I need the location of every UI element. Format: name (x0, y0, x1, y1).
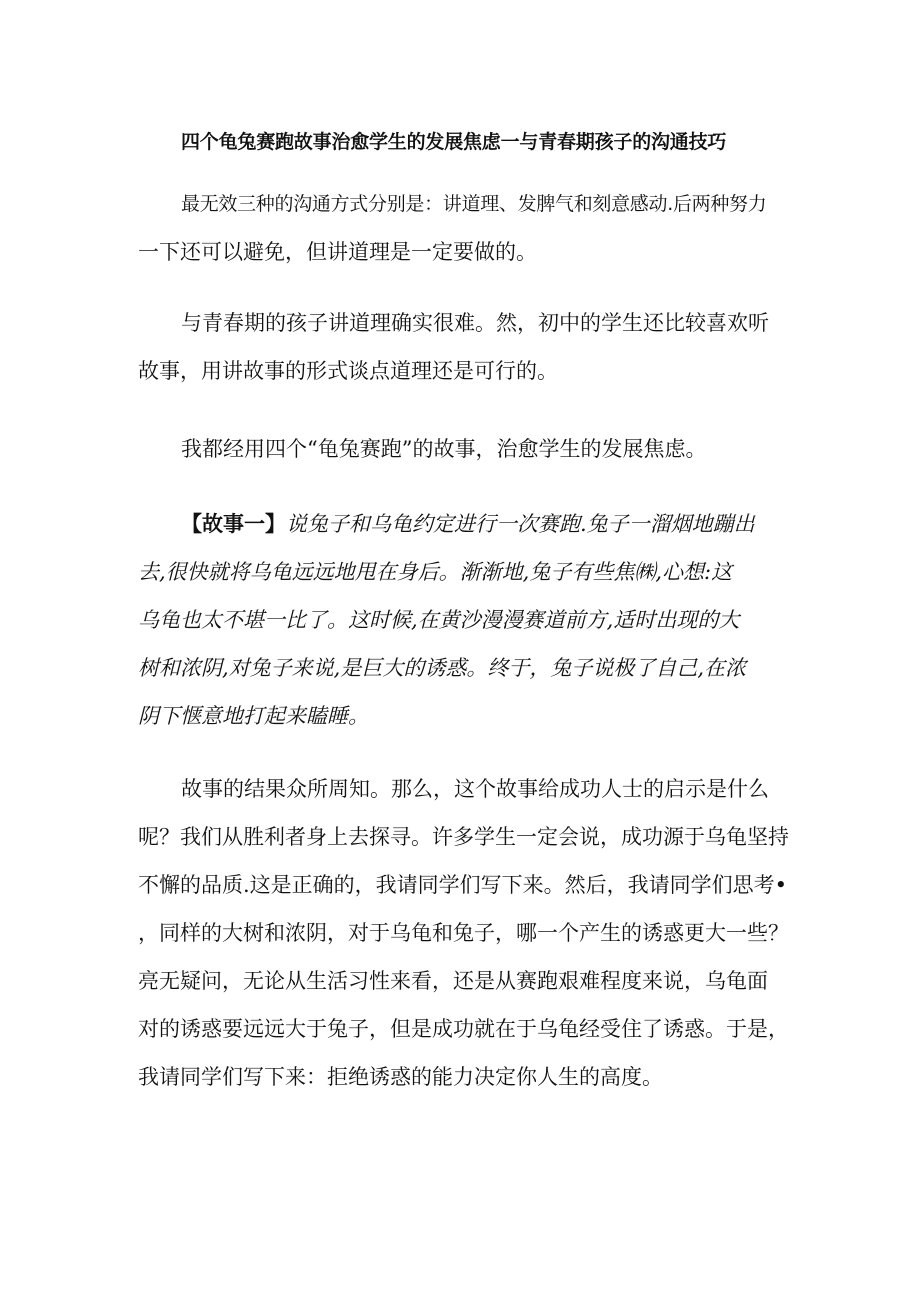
paragraph-line: 我请同学们写下来：拒 (138, 1065, 348, 1089)
paragraph-story-lesson (138, 765, 788, 1101)
paragraph-line: 的能力决定你人生的 (411, 1065, 600, 1089)
paragraph-line: 树和浓阴,对兔子来说,是巨大的诱惑。终于，兔子说极了自己,在浓 (138, 656, 747, 680)
paragraph-line: 最无效三种的沟通方式分别是：讲道理、发脾气和刻意感动.后两种努力 (181, 193, 767, 215)
paragraph-line: 与青春期的孩子讲道理确实很难。然，初中的学生还比较喜欢听 (181, 311, 769, 335)
emphasis-text: 不懈的品质 (138, 873, 243, 897)
paragraph-line: 故事，用讲故事的形式谈点道理还是可行的。 (138, 359, 558, 383)
paragraph-line: .这是正确的，我请同学们写下来。然后，我请同学们思考• (243, 873, 788, 897)
paragraph-line: 呢？我们从胜利者身上去探寻。许多学生一定会说， (138, 825, 621, 849)
paragraph-line: 去,很快就将乌龟远远地甩在身后。渐渐地,兔子有些焦㈱,心想:这 (138, 560, 733, 584)
story-label: 【故事一】 (181, 512, 286, 536)
emphasis-text: 高度。 (600, 1065, 663, 1089)
paragraph-line: 我都经用四个“龟兔赛跑”的故事，治愈学生的发展焦虑。 (181, 437, 707, 461)
paragraph-line: 乌龟也太不堪一比了。这时候,在黄沙漫漫赛道前方,适时出现的大 (138, 608, 740, 632)
paragraph-line: 对的诱惑要远远大于兔子，但是成功就在于乌龟经受住了诱惑。于是， (138, 1017, 789, 1041)
paragraph-line: ，同样的大树和浓阴，对于乌龟和兔子，哪一个产生的诱惑更大一些？ (138, 921, 789, 945)
paragraph-communication-methods (138, 180, 788, 276)
paragraph-line: 阴下惬意地打起来瞌睡。 (138, 704, 369, 728)
paragraph-adolescent-reasoning (138, 299, 788, 395)
paragraph-line: 说兔子和乌龟约定进行一次赛跑.兔子一溜烟地蹦出 (286, 512, 755, 536)
emphasis-text: 绝诱惑 (348, 1065, 411, 1089)
emphasis-text: 成功源于乌龟坚持 (621, 825, 789, 849)
paragraph-line: 一下还可以避免，但讲道理是一定要做的。 (138, 240, 537, 264)
paragraph-story-one (138, 500, 788, 740)
paragraph-line: 亮无疑问，无论从生活习性来看，还是从赛跑艰难程度来说，乌龟面 (138, 969, 768, 993)
paragraph-four-stories-intro (138, 425, 788, 473)
paragraph-line: 故事的结果众所周知。那么，这个故事给成功人士的启示是什么 (181, 777, 769, 801)
document-title: 四个龟兔赛跑故事治愈学生的发展焦虑一与青春期孩子的沟通技巧 (181, 131, 727, 153)
